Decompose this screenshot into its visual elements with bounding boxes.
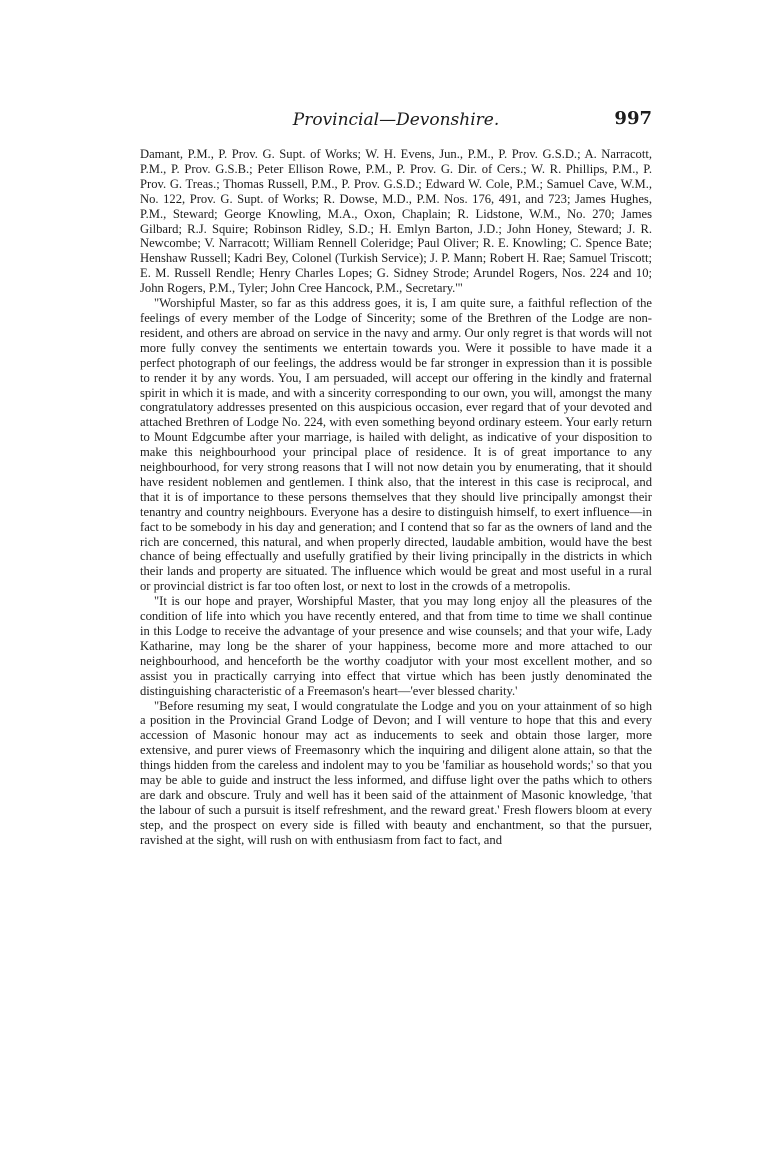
paragraph-attendee-list: Damant, P.M., P. Prov. G. Supt. of Works; W. H. Evens, Jun., P.M., P. Prov. G.S.D.; A. Narracott, P.M., P. Prov. G.S.B.; Peter Ellison Rowe, P.M., P. Prov. G. Dir. of Cers.; W. R. Phillips, P.M., P. Prov. G. Treas.; Thomas Russell, P.M., P. Prov. G.S.D.; Edward W. Cole, P.M.; Samuel Cave, W.M., No. 122, Prov. G. Supt. of Works; R. Dowse, M.D., P.M. Nos. 176, 491, and 723; James Hughes, P.M., Steward; George Knowling, M.A., Oxon, Chaplain; R. Lidstone, W.M., No. 270; James Gilbard; R.J. Squire; Robinson Ridley, S.D.; H. Emlyn Barton, J.D.; John Honey, Steward; J. R. Newcombe; V. Narracott; William Rennell Coleridge; Paul Oliver; R. E. Knowling; C. Spence Bate; Henshaw Russell; Kadri Bey, Colonel (Turkish Service); J. P. Mann; Robert H. Rae; Samuel Triscott; E. M. Russell Rendle; Henry Charles Lopes; G. Sidney Strode; Arundel Rogers, Nos. 224 and 10; John Rogers, P.M., Tyler; John Cree Hancock, P.M., Secretary.'"	[140, 147, 652, 296]
running-title: Provincial—Devonshire.	[292, 110, 500, 130]
page-number: 997	[614, 108, 652, 129]
paragraph-hope-and-prayer: "It is our hope and prayer, Worshipful Master, that you may long enjoy all the pleasures of the condition of life into which you have recently entered, and that from time to time we shall continue in this Lodge to receive the advantage of your presence and wise counsels; and that your wife, Lady Katharine, may long be the sharer of your happiness, become more and more attached to our neighbourhood, and henceforth be the worthy coadjutor with your most excellent mother, and so assist you in practically carrying into effect that virtue which has been justly denominated the distinguishing characteristic of a Freemason's heart—'ever blessed charity.'	[140, 594, 652, 698]
paragraph-address: "Worshipful Master, so far as this address goes, it is, I am quite sure, a faithful reflection of the feelings of every member of the Lodge of Sincerity; some of the Brethren of the Lodge are non-resident, and others are abroad on service in the navy and army. Our only regret is that words will not more fully convey the sentiments we entertain towards you. Were it possible to have made it a perfect photograph of our feelings, the address would be far stronger in expression than it is possible to render it by any words. You, I am persuaded, will accept our offering in the kindly and fraternal spirit in which it is made, and with a sincerity corresponding to our own, you will, amongst the many congratulatory addresses presented on this auspicious occasion, ever regard that of your devoted and attached Brethren of Lodge No. 224, with even something beyond ordinary esteem. Your early return to Mount Edgcumbe after your marriage, is hailed with delight, as indicative of your disposition to make this neighbourhood your principal place of residence. It is of great importance to any neighbourhood, for very strong reasons that I will not now detain you by enumerating, that it should have resident noblemen and gentlemen. I think also, that the interest in this case is reciprocal, and that it is of importance to these persons themselves that they should live principally amongst their tenantry and country neighbours. Everyone has a desire to distinguish himself, to exert influence—in fact to be somebody in his day and generation; and I contend that so far as the owners of land and the rich are concerned, this natural, and when properly directed, laudable ambition, would have the best chance of being effectually and usefully gratified by their living principally in the districts in which their lands and property are situated. The influence which would be great and most useful in a rural or provincial district is far too often lost, or next to lost in the crowds of a metropolis.	[140, 296, 652, 594]
paragraph-congratulation: "Before resuming my seat, I would congratulate the Lodge and you on your attainment of so high a position in the Provincial Grand Lodge of Devon; and I will venture to hope that this and every accession of Masonic honour may act as inducements to seek and obtain those larger, more extensive, and purer views of Freemasonry which the inquiring and diligent alone attain, so that the things hidden from the careless and indolent may to you be 'familiar as household words;' so that you may be able to guide and instruct the less informed, and diffuse light over the paths which to others are dark and obscure. Truly and well has it been said of the attainment of Masonic knowledge, 'that the labour of such a pursuit is itself refreshment, and the reward great.' Fresh flowers bloom at every step, and the prospect on every side is filled with beauty and enchantment, so that the pursuer, ravished at the sight, will rush on with enthusiasm from fact to fact, and	[140, 698, 652, 847]
page-header	[140, 110, 652, 136]
article-body	[140, 147, 652, 848]
